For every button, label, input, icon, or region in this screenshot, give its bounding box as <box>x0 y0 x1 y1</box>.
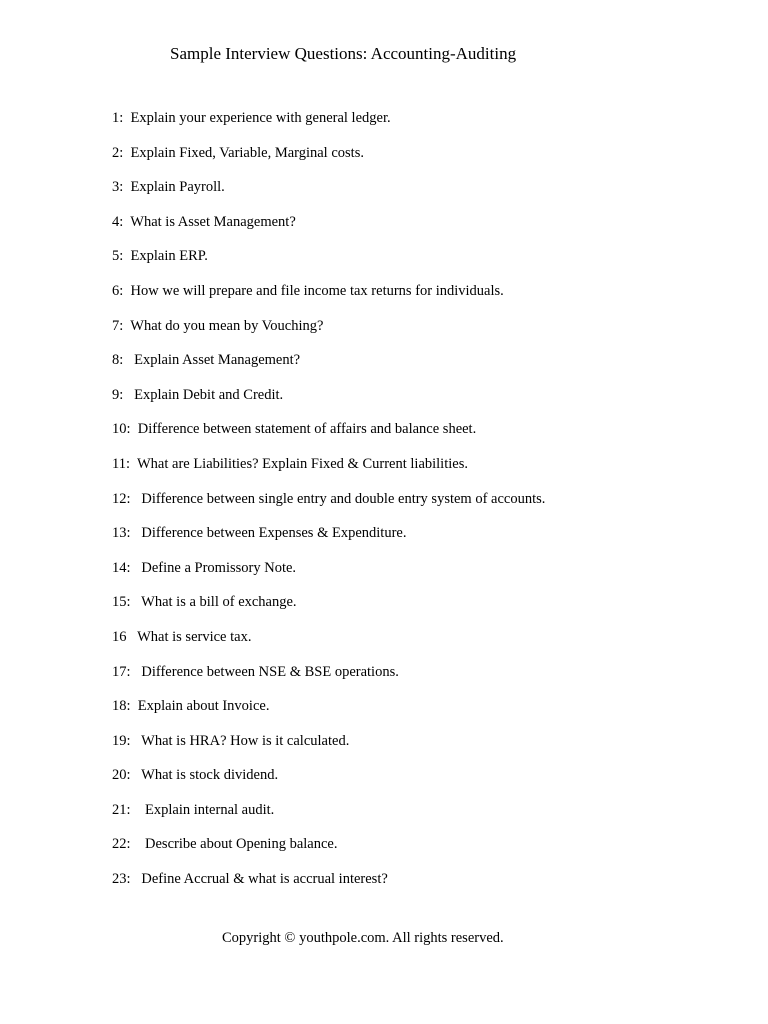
question-item: 23: Define Accrual & what is accrual interest? <box>112 871 388 888</box>
question-item: 20: What is stock dividend. <box>112 767 279 784</box>
question-item: 11: What are Liabilities? Explain Fixed & Current liabilities. <box>112 455 468 472</box>
question-item: 19: What is HRA? How is it calculated. <box>112 732 350 749</box>
question-item: 5: Explain ERP. <box>112 248 208 265</box>
question-item: 17: Difference between NSE & BSE operations. <box>112 663 399 680</box>
question-item: 14: Define a Promissory Note. <box>112 559 297 576</box>
question-item: 21: Explain internal audit. <box>112 801 275 818</box>
copyright-notice: Copyright © youthpole.com. All rights reserved. <box>222 930 504 946</box>
question-item: 16 What is service tax. <box>112 628 252 645</box>
question-item: 9: Explain Debit and Credit. <box>112 386 284 403</box>
question-item: 3: Explain Payroll. <box>112 179 225 196</box>
question-item: 7: What do you mean by Vouching? <box>112 317 324 334</box>
page-title: Sample Interview Questions: Accounting-Auditing <box>170 44 517 63</box>
question-item: 1: Explain your experience with general ledger. <box>112 110 391 126</box>
question-item: 18: Explain about Invoice. <box>112 698 270 715</box>
question-item: 12: Difference between single entry and double entry system of accounts. <box>112 490 546 507</box>
question-item: 4: What is Asset Management? <box>112 213 296 230</box>
question-item: 8: Explain Asset Management? <box>112 352 301 369</box>
question-item: 13: Difference between Expenses & Expenditure. <box>112 525 407 542</box>
question-item: 22: Describe about Opening balance. <box>112 836 338 853</box>
question-item: 2: Explain Fixed, Variable, Marginal costs. <box>112 144 364 161</box>
question-item: 15: What is a bill of exchange. <box>112 594 297 611</box>
question-list <box>112 108 732 904</box>
question-item: 6: How we will prepare and file income tax returns for individuals. <box>112 282 504 299</box>
question-item: 10: Difference between statement of affairs and balance sheet. <box>112 421 477 438</box>
